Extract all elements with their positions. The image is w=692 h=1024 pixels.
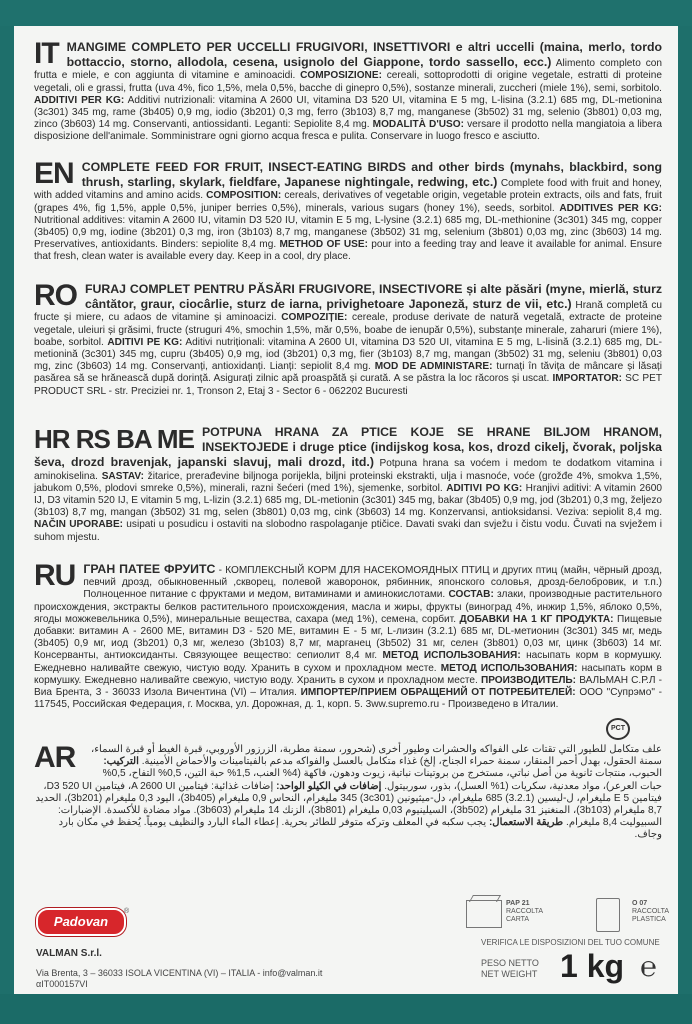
usage-label: MODALITÀ D'USO: — [372, 119, 464, 131]
product-title: ГРАН ПАТЕЕ ФРУИТС — [83, 562, 216, 576]
additives-text: Aditivi nutriționali: vitamina A 2600 UI, vitamina D3 520 UI, vitamina E 5 mg, L-lisină (3.2.1) 685 mg, DL-metionină (3c301) 345 mg, cupru (3b405) 0,9 mg, iod (3b201) 0,3 mg, fier (3b103) 8,7 mg, mangan (3b502) 31 mg, seleniu (3b801) 0,03 mg, zinc (3b603) 14 mg. Conservanți, antioxidanți. Lianți: sepiolit 8,4 mg. — [34, 336, 662, 373]
composition-label: COMPOZIȚIE: — [281, 312, 348, 324]
composition-text: злаки, производные растительного происхождения, экстракты белков растительного происхождения, масла и жиры, фрукты (виноград 4%, инжир 1,5%, яблоко 0,5%, ягоды можжевельника 0,5%), минеральные вещества, сахара (мед 1%), семена, сорбит. — [34, 589, 662, 625]
top-color-band — [0, 0, 692, 26]
section-it — [34, 37, 663, 144]
composition-text: žitarice, prerađevine biljnoga porijekla, biljni proteinski ekstrakti, ulja i masnoće, voće (grožđe 4%, smokva 1,5%, jabukom 0,5%, plodovi smreke 0,5%), minerali, razni šećeri (med 1%), sjemenke, sorbitol. — [34, 470, 662, 494]
composition-text: cereali, sottoprodotti di origine vegetale, estratti di proteine vegetali, oli e grassi, frutta (uva 4%, fico 1,5%, mela 0,5%, bacche di ginepro 0,5%), sostanze minerali, zuccheri (miele 1%), semi, sorbitolo. — [34, 70, 663, 94]
importer-label: IMPORTATOR: — [552, 373, 622, 385]
language-code: RO — [34, 279, 77, 312]
additives-label: ADDITIVES PER KG: — [559, 202, 662, 214]
section-en — [34, 157, 662, 264]
additives-text: Пищевые добавки: витамин А - 2600 МЕ, витамин D3 - 520 МЕ, витамин Е - 5 мг, L-лизин (3.2.1) 685 мг, DL-метионин (3c301) 345 мг, медь (3b405) 0,9 мг, иод (3b201) 0,3 мг, железо (3b103) 8,7 мг, марганец (3b502) 31 мг, селен (3b801) 0,03 мг, цинк (3b603) 14 мг. Консерванты, антиоксиданты. Связующее вещество: сепиолит 8,4 мг. — [34, 613, 662, 662]
registered-mark: ® — [124, 908, 130, 915]
section-body: علف متكامل للطيور التي تقتات على الفواكه والحشرات وطيور أخرى (شحرور، سمنة مطربة، الزرزور الأوروبي، قبرة الغيط أو قبرة السماء، سمنة الحقول، بهدل أحمر المنقار، سمنة حمراء الجناح، إلخ) غذاء متكامل بالعسل والفواكه مدعم بالفيتامينات والأحماض الأمينية. — [91, 744, 662, 768]
product-title: COMPLETE FEED FOR FRUIT, INSECT-EATING BIRDS and other birds (mynahs, blackbird, song thrush, starling, skylark, fieldfare, Japanese nightingale, redwing, etc.) — [81, 160, 662, 190]
language-code: EN — [34, 157, 74, 190]
additives-text: إضافات غذائية: فيتامين A 2600 UI، فيتامين D3 520 UI، فيتامين E 5 مليغرام، ل-ليسين (3.2.1) 685 مليغرام، دل-ميثيونين (3c301) 345 مليغرام، النحاس 0,9 مليغرام (3b405)، اليود 0,3 مليغرام (3b201)، الحديد 8,7 مليغرام (3b103)، المنغنيز 31 مليغرام (3b502)، السيلينيوم 0,03 مليغرام (3b801)، الزنك 14 مليغرام (3b603). مواد مضادة للأكسدة. الإضبارات: السبيوليت 8,4 مليغرام. — [35, 780, 662, 829]
usage-text: pour into a feeding tray and leave it available for animal. Ensure that fresh, clean water is available every day. Keep in a cool, dry place. — [34, 239, 662, 263]
language-code: RU — [34, 559, 76, 592]
usage-label: МЕТОД ИСПОЛЬЗОВАНИЯ: — [382, 650, 521, 662]
pla-code: O 07 — [632, 900, 648, 907]
pla-label-2: PLASTICA — [632, 916, 666, 923]
plastic-recycling-info — [632, 900, 669, 924]
importer-text: ООО "Супрэмо" - 117545, Российская Федерация, г. Москва, ул. Дорожная, д. 1, корп. 5. 3ww.supremo.ru - Произведено в Италии. — [34, 687, 662, 711]
usage-text-repeat: насыпать корм в кормушку. Ежедневно наливайте свежую, чистую воду. Хранить в сухом и прохладном месте. — [34, 662, 663, 686]
additives-label: ADDITIVI PER KG: — [34, 94, 125, 106]
address-line: Via Brenta, 3 – 36033 ISOLA VICENTINA (VI) – ITALIA - info@valman.it — [36, 968, 323, 978]
additives-label: ADITIVI PE KG: — [107, 336, 183, 348]
additives-label: ADITIVI PO KG: — [446, 482, 523, 494]
composition-label: SASTAV: — [101, 470, 144, 482]
composition-label: التركيب: — [103, 756, 139, 768]
composition-label: COMPOSIZIONE: — [300, 70, 382, 82]
importer-label: ИМПОРТЕР/ПРИЕМ ОБРАЩЕНИЙ ОТ ПОТРЕБИТЕЛЕЙ: — [300, 687, 576, 699]
section-ru — [34, 559, 663, 711]
company-address — [36, 968, 322, 990]
usage-label-repeat: МЕТОД ИСПОЛЬЗОВАНИЯ: — [440, 662, 578, 674]
company-name: VALMAN S.r.l. — [36, 948, 102, 959]
usage-label: طريقة الاستعمال: — [488, 817, 564, 829]
pap-code: PAP 21 — [506, 900, 530, 907]
language-code: IT — [34, 37, 59, 70]
usage-label: NAČIN UPORABE: — [34, 519, 124, 531]
section-body: Hrană completă cu fructe și miere, cu adaos de vitamine și aminoacizi. — [34, 300, 662, 324]
importer-text: SC PET PRODUCT SRL - str. Preciziei nr. 1, Tronson 2, Etaj 3 - Sector 6 - 062202 Bucuresti — [34, 373, 662, 397]
usage-text: يجب سكبه في المعلف وتركه متوفر للطائر بحرية. إعطاء الماء البارد والنظيف يومياً. يُحفظ في مكان بارد وجاف. — [58, 817, 662, 841]
language-code: HR RS BA ME — [34, 424, 194, 454]
pla-label-1: RACCOLTA — [632, 908, 670, 915]
additives-text: Additivi nutrizionali: vitamina A 2600 UI, vitamina D3 520 UI, vitamina E 5 mg, L-lisina (3.2.1) 685 mg, DL-metionina (3c301) 345 mg, rame (3b405) 0,9 mg, iodio (3b201) 0,3 mg, ferro (3b103) 8,7 mg, manganese (3b502) 31 mg, selenio (3b801) 0,03 mg, zinco (3b603) 14 mg. Conservanti, antiossidanti. Leganti: Sepiolite 8,4 mg. — [34, 94, 662, 131]
usage-text: versare il prodotto nella mangiatoia a libera disposizione dell'animale. Somministrare ogni giorno acqua fresca e pulita. Conservare in luogo fresco e asciutto. — [34, 119, 662, 143]
additives-text: Nutritional additives: vitamin A 2600 IU, vitamin D3 520 IU, vitamin E 5 mg, L-lysine (3.2.1) 685 mg, DL-methionine (3c301) 345 mg, copper (3b405) 0,9 mg, iodine (3b201) 0,3 mg, iron (3b103) 8,7 mg, manganese (3b502) 31 mg, selenium (3b801) 0,03 mg, zinc (3b603) 14 mg. Preservatives, antioxidants. Binders: sepiolite 8,4 mg. — [34, 214, 662, 251]
section-body: Complete food with fruit and honey, with added vitamins and amino acids. — [34, 178, 662, 202]
manufacturer-label: ПРОИЗВОДИТЕЛЬ: — [480, 674, 577, 686]
composition-label: СОСТАВ: — [448, 589, 494, 601]
footer — [14, 880, 678, 994]
composition-text: cereale, produse derivate de natură vegetală, extracte de proteine vegetale, uleiuri și grăsimi, fructe (struguri 4%, smochin 1,5%, măr 0,5%, boabe de ienupăr 0,5%), substanțe minerale, zaharuri (miere 1%), boabe, sorbitol. — [34, 312, 662, 348]
padovan-logo: Padovan — [36, 908, 126, 936]
section-body: Potpuna hrana sa voćem i medom te dodatkom vitamina i aminokiselina. — [34, 458, 663, 482]
usage-text: usipati u posudicu i ostaviti na slobodno raspolaganje ptičice. Davati svaki dan svježu i čistu vodu. Čuvati na svježem i suhom mjestu. — [34, 519, 662, 543]
section-body: Alimento completo con frutta e miele, e con aggiunta di vitamine e aminoacidi. — [34, 58, 663, 82]
composition-label: COMPOSITION: — [206, 190, 282, 202]
usage-label: MOD DE ADMINISTARE: — [374, 361, 493, 373]
additives-label: ДОБАВКИ НА 1 КГ ПРОДУКТА: — [459, 613, 614, 625]
bottom-color-band — [0, 994, 692, 1024]
plastic-bag-icon — [596, 898, 620, 932]
additives-label: إضافات في الكيلو الواحد: — [276, 780, 382, 792]
language-code: AR — [34, 741, 76, 774]
pap-label-2: CARTA — [506, 916, 530, 923]
additives-text: Hranjivi aditivi: A vitamin 2600 IJ, D3 vitamin 520 IJ, E vitamin 5 mg, L-lizin (3.2.1) 685 mg, DL-metionin (3c301) 345 mg, bakar (3b405) 0,9 mg, jod (3b201) 0,3 mg, željezo (3b103) 8,7 mg, mangan (3b502) 31 mg, selen (3b801) 0,03 mg, cink (3b603) 14 mg. Konzervansi, antioksidansi. Veziva: sepiolit 8,4 mg. — [34, 482, 662, 519]
paper-box-icon — [466, 900, 502, 928]
pct-certification-mark: PCT — [606, 718, 630, 740]
section-hr — [34, 425, 662, 544]
section-body: - КОМПЛЕКСНЫЙ КОРМ ДЛЯ НАСЕКОМОЯДНЫХ ПТИЦ и других птиц (майн, чёрный дрозд, певчий дрозд, обыкновенный ,скворец, полевой жаворонок, рябинник, японского соловья, дрозд-белобровик, и т.п.) Полноценное питание с фруктами и медом, витаминами и аминокислотами. — [83, 565, 662, 601]
net-weight-label — [481, 958, 539, 980]
net-weight-en: NET WEIGHT — [481, 969, 538, 979]
composition-text: الحبوب، منتجات ثانوية من أصل نباتي، مستخرج من بروتينات نباتية، زيوت ودهون، فاكهة (4% العنب، 1,5% حبة التين، 0,5% التفاح، 0,5% حبات العرعر)، مواد معدنية، سكريات (1% العسل)، بذور، سوربيتول. — [102, 768, 662, 792]
section-ro — [34, 279, 662, 398]
usage-label: METHOD OF USE: — [279, 239, 368, 251]
estimated-sign-icon: ℮ — [640, 951, 657, 982]
pap-label-1: RACCOLTA — [506, 908, 544, 915]
usage-text: насыпать корм в кормушку. Ежедневно наливайте свежую, чистую воду. Хранить в сухом и прохладном месте. — [34, 650, 662, 674]
section-ar — [34, 741, 662, 842]
paper-recycling-info — [506, 900, 543, 924]
manufacturer-text: ВАЛЬМАН С.Р.Л - Виа Брента, 3 - 36033 Изола Вичентина (VI) – Италия. — [34, 674, 662, 699]
product-title: MANGIME COMPLETO PER UCCELLI FRUGIVORI, INSETTIVORI e altri uccelli (maina, merlo, tordo bottaccio, storno, allodola, cesena, usignolo del Giappone, tordo sassello, ecc.) — [66, 40, 662, 70]
net-weight-value: 1 kg — [560, 948, 625, 984]
producer-code: αIT000157VI — [36, 979, 88, 989]
product-title: FURAJ COMPLET PENTRU PĂSĂRI FRUGIVORE, INSECTIVORE și alte păsări (myne, mierlă, sturz cântător, graur, ciocârlie, sturz de iarna, privighetoare Japoneză, sturz de vii, etc.) — [85, 282, 662, 312]
net-weight-it: PESO NETTO — [481, 958, 539, 968]
product-title: POTPUNA HRANA ZA PTICE KOJE SE HRANE BILJOM HRANOM, INSEKTOJEDE i druge ptice (indijskog kosa, kos, drozd cikelj, čvorak, poljska ševa, drozd bravenjak, japanski slavuj, mali drozd, itd.) — [34, 425, 662, 470]
verify-disposal-note: VERIFICA LE DISPOSIZIONI DEL TUO COMUNE — [481, 938, 660, 947]
usage-text: turnați în tăvița de mâncare și lăsați pasărea să se hrănească după dorință. Asigurați zilnic apă proaspătă și curată. A se păstra la loc răcoros și uscat. — [34, 361, 662, 385]
composition-text: cereals, derivatives of vegetable origin, vegetable protein extracts, oils and fats, fruit (grapes 4%, fig 1,5%, apple 0,5%, juniper berries 0,5%), minerals, various sugars (honey 1%), seeds, sorbitol. — [34, 190, 662, 214]
